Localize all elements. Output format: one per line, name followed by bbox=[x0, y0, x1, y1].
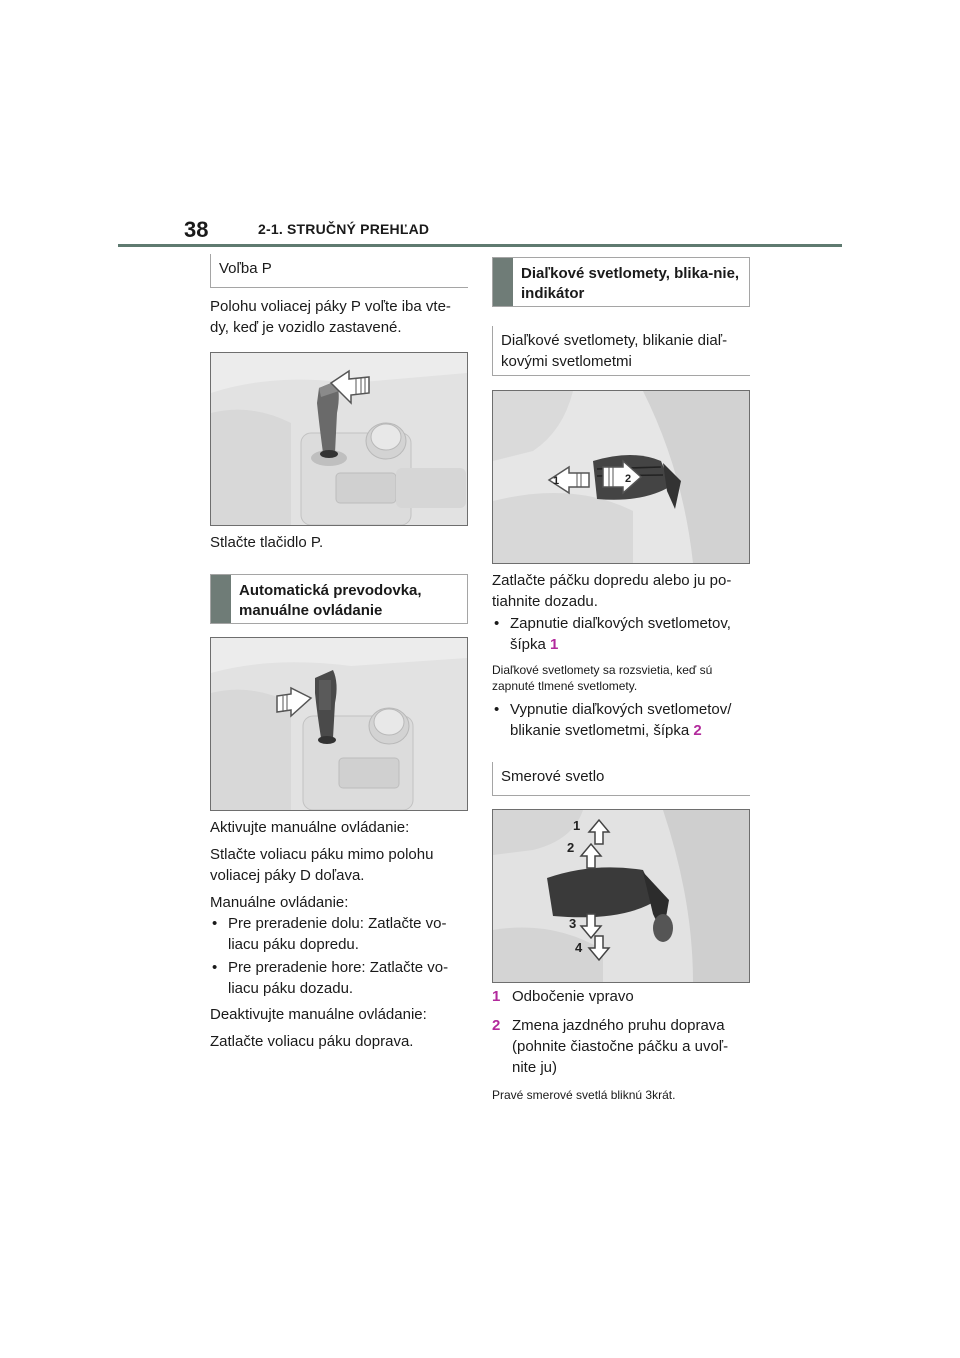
bullet-high-beam-off-text: Vypnutie diaľkových svetlometov/ blikanie svetlometmi, šípka bbox=[510, 701, 732, 739]
para-push-pull-stalk: Zatlačte páčku dopredu alebo ju po-tiahnite dozadu. bbox=[492, 572, 732, 610]
note-turn-signals: Pravé smerové svetlá bliknú 3krát. bbox=[492, 1088, 676, 1102]
para-deactivate-manual: Deaktivujte manuálne ovládanie: bbox=[210, 1006, 427, 1023]
caption-press-p: Stlačte tlačidlo P. bbox=[210, 534, 324, 551]
fig2-label-3: 3 bbox=[569, 916, 577, 931]
heading-automatic-transmission bbox=[210, 574, 468, 624]
list-item-number: 2 bbox=[492, 1017, 501, 1034]
bullet-high-beam-off bbox=[492, 699, 750, 741]
heading-turn-signal-text: Smerové svetlo bbox=[501, 768, 605, 785]
list-item-turn-right bbox=[492, 986, 750, 1007]
figure-high-beam-stalk bbox=[492, 390, 750, 564]
list-item-number: 1 bbox=[492, 988, 501, 1005]
figure-gear-selector-p bbox=[210, 352, 468, 526]
heading-high-beams-flashing bbox=[492, 326, 750, 376]
para-volba-p: Polohu voliacej páky P voľte iba vte-dy, keď je vozidlo zastavené. bbox=[210, 298, 451, 336]
bullet-shift-up: • Pre preradenie hore: Zatlačte vo-liacu páku dozadu. bbox=[210, 957, 468, 999]
heading-volba-p bbox=[210, 254, 468, 288]
heading-high-beams bbox=[492, 257, 750, 307]
fig2-label-4: 4 bbox=[575, 940, 583, 955]
fig2-label-1: 1 bbox=[573, 818, 581, 833]
para-press-lever-left: Stlačte voliacu páku mimo polohu voliacej páky D doľava. bbox=[210, 846, 434, 884]
figure-turn-signal-stalk bbox=[492, 809, 750, 983]
figure-gear-selector-manual bbox=[210, 637, 468, 811]
fig1-label-1: 1 bbox=[553, 475, 560, 487]
list-item-lane-change bbox=[492, 1015, 750, 1078]
heading-high-beams-text: Diaľkové svetlomety, blika-nie, indikátor bbox=[521, 265, 740, 302]
header-rule bbox=[118, 244, 842, 247]
arrow-number-2: 2 bbox=[693, 722, 702, 739]
heading-bar bbox=[493, 258, 513, 306]
arrow-number-1: 1 bbox=[550, 636, 559, 653]
heading-automatic-transmission-text: Automatická prevodovka, manuálne ovládanie bbox=[239, 582, 422, 619]
note-high-beams: Diaľkové svetlomety sa rozsvietia, keď sú zapnuté tlmené svetlomety. bbox=[492, 663, 713, 693]
list-item-text: Zmena jazdného pruhu doprava (pohnite čiastočne páčku a uvoľ-nite ju) bbox=[512, 1017, 729, 1076]
heading-turn-signal bbox=[492, 762, 750, 796]
fig1-label-2: 2 bbox=[625, 473, 632, 485]
section-title: 2-1. STRUČNÝ PREHĽAD bbox=[258, 221, 430, 237]
page-number: 38 bbox=[184, 217, 209, 242]
fig2-label-2: 2 bbox=[567, 840, 575, 855]
para-activate-manual: Aktivujte manuálne ovládanie: bbox=[210, 819, 410, 836]
heading-volba-p-text: Voľba P bbox=[219, 260, 272, 277]
heading-high-beams-flashing-text: Diaľkové svetlomety, blikanie diaľ-kovými svetlometmi bbox=[501, 332, 728, 370]
bullet-high-beam-on bbox=[492, 613, 750, 655]
para-push-lever-right: Zatlačte voliacu páku doprava. bbox=[210, 1033, 414, 1050]
para-manual-control: Manuálne ovládanie: bbox=[210, 894, 349, 911]
heading-bar bbox=[211, 575, 231, 623]
bullet-shift-down: • Pre preradenie dolu: Zatlačte vo-liacu páku dopredu. bbox=[210, 913, 468, 955]
list-item-text: Odbočenie vpravo bbox=[512, 988, 634, 1005]
bullet-high-beam-on-text: Zapnutie diaľkových svetlometov, šípka bbox=[510, 615, 731, 653]
